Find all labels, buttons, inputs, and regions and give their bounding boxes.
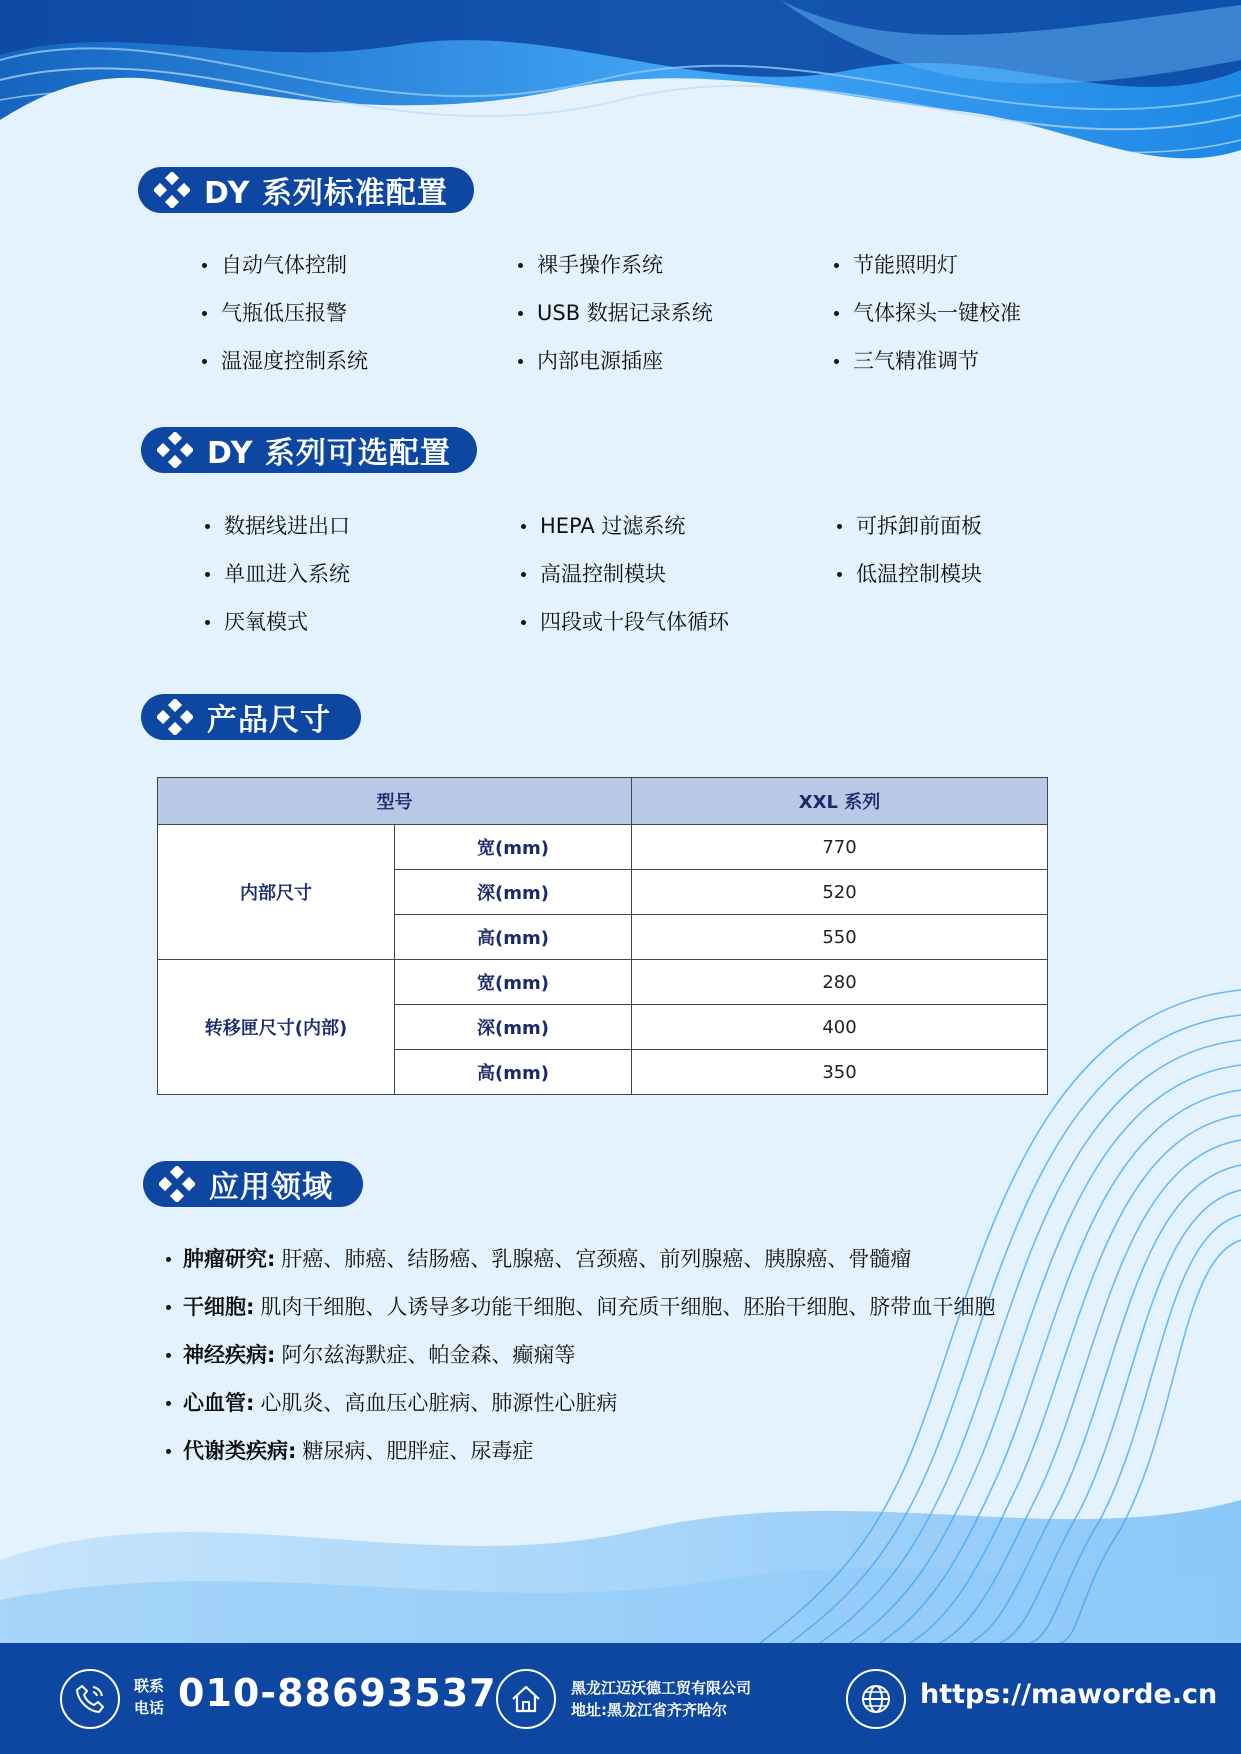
header-series: XXL 系列	[632, 778, 1048, 825]
diamond-icon	[154, 172, 190, 208]
table-header-row	[158, 778, 1048, 825]
list-item: 温湿度控制系统	[202, 346, 518, 376]
list-item: 四段或十段气体循环	[521, 607, 837, 637]
header-model: 型号	[158, 778, 632, 825]
optional-config-heading	[141, 427, 477, 473]
dim-value: 400	[632, 1005, 1048, 1050]
phone-icon	[60, 1669, 120, 1729]
standard-config-heading	[138, 167, 474, 213]
list-item: 内部电源插座	[518, 346, 834, 376]
list-item: 自动气体控制	[202, 250, 518, 280]
dimensions-table	[157, 777, 1048, 1095]
standard-config-list	[202, 250, 1150, 376]
list-item: 数据线进出口	[205, 511, 521, 541]
globe-icon	[846, 1669, 906, 1729]
contact-label-1: 联系	[134, 1677, 165, 1695]
home-icon	[496, 1669, 556, 1729]
dimensions-title: 产品尺寸	[207, 703, 331, 738]
dim-label: 深(mm)	[395, 1005, 632, 1050]
list-item: 气瓶低压报警	[202, 298, 518, 328]
list-item: 低温控制模块	[837, 559, 1153, 589]
contact-label-2: 电话	[134, 1699, 165, 1717]
list-item: 心血管: 心肌炎、高血压心脏病、肺源性心脏病	[166, 1388, 995, 1418]
table-row	[158, 960, 1048, 1005]
dim-label: 高(mm)	[395, 1050, 632, 1095]
footer	[0, 1643, 1241, 1754]
list-item: 可拆卸前面板	[837, 511, 1153, 541]
dim-value: 520	[632, 870, 1048, 915]
diamond-icon	[157, 699, 193, 735]
list-item: 单皿进入系统	[205, 559, 521, 589]
phone-number[interactable]: 010-88693537	[178, 1671, 497, 1715]
table-row	[158, 825, 1048, 870]
list-item: 代谢类疾病: 糖尿病、肥胖症、尿毒症	[166, 1436, 995, 1466]
list-item: 肿瘤研究: 肝癌、肺癌、结肠癌、乳腺癌、宫颈癌、前列腺癌、胰腺癌、骨髓瘤	[166, 1244, 995, 1274]
dim-value: 770	[632, 825, 1048, 870]
dim-label: 宽(mm)	[395, 825, 632, 870]
diamond-icon	[157, 432, 193, 468]
dim-label: 宽(mm)	[395, 960, 632, 1005]
dim-label: 高(mm)	[395, 915, 632, 960]
website-link[interactable]: https://maworde.cn	[920, 1679, 1218, 1710]
list-item: 干细胞: 肌肉干细胞、人诱导多功能干细胞、间充质干细胞、胚胎干细胞、脐带血干细胞	[166, 1292, 995, 1322]
group-inner-label: 内部尺寸	[158, 825, 395, 960]
list-item: 裸手操作系统	[518, 250, 834, 280]
standard-config-title: DY 系列标准配置	[204, 176, 448, 211]
dim-value: 350	[632, 1050, 1048, 1095]
applications-title: 应用领域	[209, 1170, 333, 1205]
list-item: 神经疾病: 阿尔兹海默症、帕金森、癫痫等	[166, 1340, 995, 1370]
list-item: 节能照明灯	[834, 250, 1150, 280]
optional-config-list	[205, 511, 1153, 637]
list-item: 厌氧模式	[205, 607, 521, 637]
applications-list	[166, 1244, 995, 1484]
list-item: HEPA 过滤系统	[521, 511, 837, 541]
company-address: 地址:黑龙江省齐齐哈尔	[571, 1701, 727, 1719]
list-item: USB 数据记录系统	[518, 298, 834, 328]
dim-value: 280	[632, 960, 1048, 1005]
optional-config-title: DY 系列可选配置	[207, 436, 451, 471]
applications-heading	[143, 1161, 363, 1207]
group-transfer-label: 转移匣尺寸(内部)	[158, 960, 395, 1095]
list-item: 气体探头一键校准	[834, 298, 1150, 328]
company-name: 黑龙江迈沃德工贸有限公司	[571, 1679, 752, 1697]
list-item: 三气精准调节	[834, 346, 1150, 376]
dimensions-heading	[141, 694, 361, 740]
dim-label: 深(mm)	[395, 870, 632, 915]
diamond-icon	[159, 1166, 195, 1202]
list-item: 高温控制模块	[521, 559, 837, 589]
dim-value: 550	[632, 915, 1048, 960]
